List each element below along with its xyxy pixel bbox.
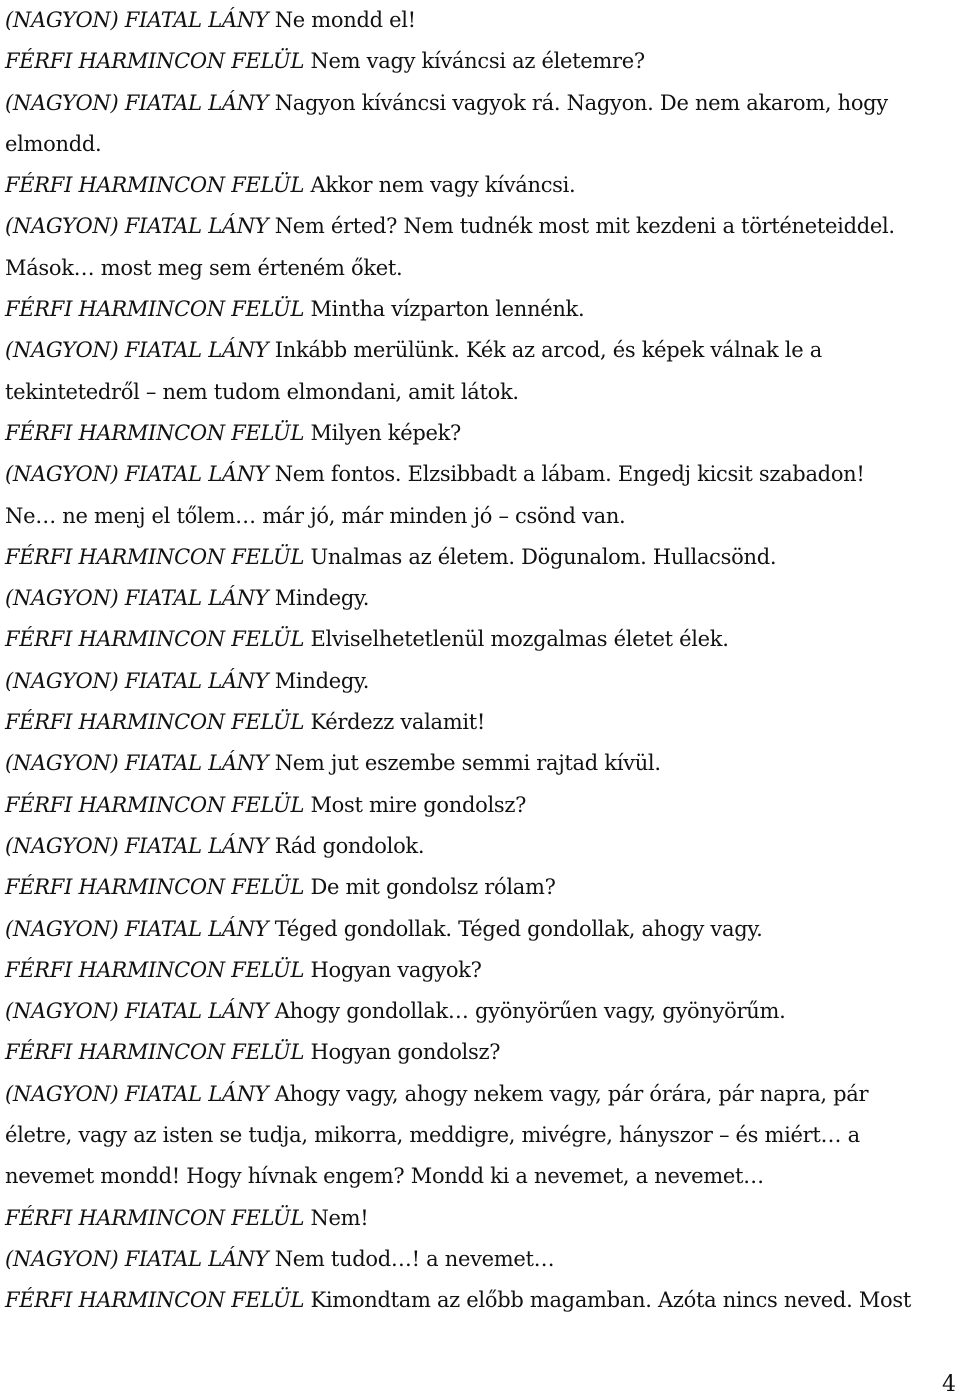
dialogue-text: Nem! [304, 1205, 369, 1230]
speaker-name: FÉRFI HARMINCON FELÜL [5, 792, 305, 817]
script-line [5, 950, 960, 991]
speaker-name: (NAGYON) FIATAL LÁNY [5, 916, 269, 941]
dialogue-text: Elviselhetetlenül mozgalmas életet élek. [304, 627, 729, 652]
dialogue-text: Ne… ne menj el tőlem… már jó, már minden jó – csönd van. [5, 503, 626, 528]
dialogue-text: Nem jut eszembe semmi rajtad kívül. [268, 751, 661, 776]
speaker-name: FÉRFI HARMINCON FELÜL [5, 297, 305, 322]
dialogue-text: Most mire gondolsz? [304, 792, 527, 817]
dialogue-text: nevemet mondd! Hogy hívnak engem? Mondd ki a nevemet, a nevemet… [5, 1164, 764, 1189]
page-number: 4 [942, 1372, 956, 1397]
speaker-name: (NAGYON) FIATAL LÁNY [5, 833, 269, 858]
dialogue-text: Inkább merülünk. Kék az arcod, és képek válnak le a [268, 338, 822, 363]
script-line [5, 206, 960, 247]
script-line [5, 578, 960, 619]
speaker-name: (NAGYON) FIATAL LÁNY [5, 1081, 269, 1106]
dialogue-text: Mások… most meg sem érteném őket. [5, 255, 403, 280]
dialogue-text: De mit gondolsz rólam? [304, 875, 556, 900]
dialogue-text: Ahogy vagy, ahogy nekem vagy, pár órára, pár napra, pár [268, 1081, 869, 1106]
script-line [5, 165, 960, 206]
speaker-name: (NAGYON) FIATAL LÁNY [5, 8, 269, 32]
speaker-name: (NAGYON) FIATAL LÁNY [5, 668, 269, 693]
script-line [5, 248, 960, 289]
script-line [5, 124, 960, 165]
speaker-name: (NAGYON) FIATAL LÁNY [5, 338, 269, 363]
dialogue-text: Hogyan gondolsz? [304, 1040, 501, 1065]
speaker-name: (NAGYON) FIATAL LÁNY [5, 1246, 269, 1271]
speaker-name: FÉRFI HARMINCON FELÜL [5, 627, 305, 652]
speaker-name: (NAGYON) FIATAL LÁNY [5, 462, 269, 487]
script-line [5, 537, 960, 578]
speaker-name: (NAGYON) FIATAL LÁNY [5, 90, 269, 115]
script-line [5, 413, 960, 454]
dialogue-text: Kérdezz valamit! [304, 710, 486, 735]
script-line [5, 1198, 960, 1239]
dialogue-text: Ahogy gondollak… gyönyörűen vagy, gyönyörűm. [268, 999, 786, 1024]
dialogue-text: Téged gondollak. Téged gondollak, ahogy vagy. [268, 916, 763, 941]
script-line [5, 743, 960, 784]
script-line [5, 1032, 960, 1073]
speaker-name: FÉRFI HARMINCON FELÜL [5, 875, 305, 900]
dialogue-text: Mindegy. [268, 586, 370, 611]
script-line [5, 909, 960, 950]
speaker-name: FÉRFI HARMINCON FELÜL [5, 544, 305, 569]
script-line [5, 41, 960, 82]
speaker-name: (NAGYON) FIATAL LÁNY [5, 999, 269, 1024]
script-line [5, 1280, 960, 1321]
script-line [5, 1156, 960, 1197]
dialogue-text: Nagyon kíváncsi vagyok rá. Nagyon. De nem akarom, hogy [268, 90, 888, 115]
dialogue-text: Nem vagy kíváncsi az életemre? [304, 49, 645, 74]
script-line [5, 661, 960, 702]
speaker-name: FÉRFI HARMINCON FELÜL [5, 957, 305, 982]
dialogue-text: Nem tudod…! a nevemet… [268, 1246, 555, 1271]
dialogue-text: Kimondtam az előbb magamban. Azóta nincs neved. Most [304, 1288, 911, 1313]
dialogue-text: elmondd. [5, 131, 102, 156]
script-line [5, 372, 960, 413]
dialogue-text: Unalmas az életem. Dögunalom. Hullacsönd. [304, 544, 777, 569]
script-line [5, 702, 960, 743]
speaker-name: FÉRFI HARMINCON FELÜL [5, 1288, 305, 1313]
dialogue-text: Mintha vízparton lennénk. [304, 297, 585, 322]
speaker-name: FÉRFI HARMINCON FELÜL [5, 173, 305, 198]
speaker-name: FÉRFI HARMINCON FELÜL [5, 1205, 305, 1230]
dialogue-text: Milyen képek? [304, 420, 462, 445]
script-line [5, 991, 960, 1032]
dialogue-text: Ne mondd el! [268, 8, 416, 32]
script-line [5, 330, 960, 371]
script-line [5, 867, 960, 908]
script-line [5, 0, 960, 41]
script-line [5, 1239, 960, 1280]
script-line [5, 1115, 960, 1156]
dialogue-text: Nem fontos. Elzsibbadt a lábam. Engedj kicsit szabadon! [268, 462, 865, 487]
speaker-name: FÉRFI HARMINCON FELÜL [5, 420, 305, 445]
script-line [5, 1074, 960, 1115]
dialogue-text: Nem érted? Nem tudnék most mit kezdeni a történeteiddel. [268, 214, 895, 239]
dialogue-text: tekintetedről – nem tudom elmondani, amit látok. [5, 379, 519, 404]
speaker-name: FÉRFI HARMINCON FELÜL [5, 710, 305, 735]
dialogue-text: Rád gondolok. [268, 833, 425, 858]
speaker-name: FÉRFI HARMINCON FELÜL [5, 49, 305, 74]
script-line [5, 619, 960, 660]
script-line [5, 289, 960, 330]
speaker-name: (NAGYON) FIATAL LÁNY [5, 214, 269, 239]
script-text-body [5, 0, 960, 1322]
dialogue-text: életre, vagy az isten se tudja, mikorra, meddigre, mivégre, hányszor – és miért… a [5, 1123, 860, 1148]
script-line [5, 785, 960, 826]
speaker-name: (NAGYON) FIATAL LÁNY [5, 751, 269, 776]
script-line [5, 454, 960, 495]
dialogue-text: Akkor nem vagy kíváncsi. [304, 173, 576, 198]
dialogue-text: Mindegy. [268, 668, 370, 693]
script-line [5, 826, 960, 867]
speaker-name: (NAGYON) FIATAL LÁNY [5, 586, 269, 611]
script-line [5, 83, 960, 124]
script-line [5, 496, 960, 537]
dialogue-text: Hogyan vagyok? [304, 957, 482, 982]
speaker-name: FÉRFI HARMINCON FELÜL [5, 1040, 305, 1065]
